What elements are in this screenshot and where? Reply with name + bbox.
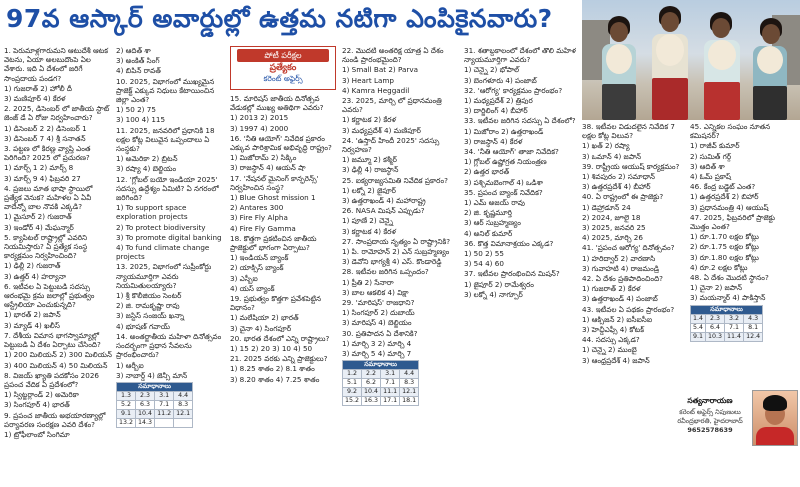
answer-cell: 1.4 (691, 314, 706, 323)
question-text: 41. 'ప్రపంచ ఆరోగ్య' దినోత్సవం? (582, 243, 675, 253)
question-text: 10. 2025, విభాగంలో ముఖ్యమైన ప్రాజెక్ట్ ఎక్కువ నిధులు కేటాయించిన జిల్లా ఎంత? (116, 76, 215, 105)
answer-option: 3) మధ్యప్రదేశ్ 4) మణిపూర్ (342, 125, 421, 135)
column-7 (690, 122, 796, 384)
question-text: 9. ప్రపంచ జాతీయ అభయారణ్యాల్లో పర్యావరణ సంరక్షణ ఎవరి దేశం? (4, 410, 106, 429)
answer-option: 3) అంకిత్ సింగ్ (116, 56, 160, 66)
author-location: రవీంద్రభారతి, హైదరాబాద్ (677, 417, 743, 425)
answer-option: 3) డెవోని భాగ్యశ్రీ 4) ఎస్. కొండారెడ్డి (342, 257, 442, 267)
question-text: 36. కొత్త విమానాశ్రయం ఎక్కడ? (464, 238, 554, 248)
answer-option: 1) ఎమ్ అజయ్ రావు (464, 198, 525, 208)
answer-option: 1) ట్రోఫీలాంబో సింగిమా (4, 429, 70, 439)
answer-option: 3) రూ.1.80 లక్షల కోట్లు (690, 252, 759, 262)
answer-option: 1) రూ.1.70 లక్షల కోట్లు (690, 232, 759, 242)
author-avatar (752, 390, 798, 446)
answer-cell: 7.1 (725, 323, 744, 332)
answer-cell: 5.4 (691, 323, 706, 332)
answer-option: 1) డెహ్రాడూన్ 24 (582, 202, 631, 212)
answer-option: 3) దార్జిలింగ్ 4) బీహార్ (464, 106, 528, 116)
question-text: 19. ప్రభుత్వం కొత్తగా ప్రవేశపెట్టిన విధానం? (230, 294, 322, 313)
answer-cell: 2.2 (362, 370, 381, 379)
answer-table-title: సమాధానాలు (117, 382, 193, 391)
answer-option: 3) ఉత్తరాఖండ్ 4) పంజాబ్ (582, 294, 658, 304)
column-2 (116, 46, 224, 487)
answer-option: 3) మార్చి 5 4) మార్చి 7 (342, 349, 412, 359)
answer-option: 1) 2013 2) 2015 (230, 113, 289, 123)
column-5 (464, 46, 576, 487)
answer-option: 3) రష్యా 4) బెల్జియం (116, 164, 177, 174)
answer-option: 1) డిసెంబర్ 2 2) డిసెంబర్ 1 (4, 123, 87, 133)
question-text: 48. ఏ దేశం మొదటి స్థానం? (690, 273, 769, 283)
question-text: 26. NASA మిషన్ ఎప్పుడు? (342, 206, 425, 216)
answer-option: 1) మార్చి 3 2) మార్చి 4 (342, 338, 412, 348)
answer-cell: 12.4 (744, 332, 763, 341)
answer-option: 4) Kamra Heggadil (342, 85, 410, 95)
answer-cell (174, 418, 193, 427)
answer-cell (155, 418, 174, 427)
answer-option: 3) Heart Lamp (342, 75, 394, 85)
question-text: 30. ప్రతిపాదన ఏ దేశానికి? (342, 328, 418, 338)
answer-option: 3) ఉత్తర్ 4) హర్యానా (4, 271, 67, 281)
question-text: 28. ఇటీవల జరిగిన ఒప్పందం? (342, 267, 429, 277)
column-4 (342, 46, 460, 487)
answer-option: 3) To promote digital banking (116, 232, 222, 242)
answer-cell: 6.2 (362, 379, 381, 388)
question-text: 3. పట్టణ లో కిరణ్ల వ్యాప్తి ఎంత పెరిగింది? 2025 లో ప్రచురణ? (4, 144, 91, 163)
answer-option: 1) కర్ణాటక 2) కేరళ (342, 115, 397, 125)
answer-option: 3) మార్చ్ 9 4) ఫిబ్రవరి 27 (4, 173, 81, 183)
question-text: 1. పెరుమాళ్లగారుమని ఆటుదేశీ ఆటక వెటను, ఏయా అలబుదొంపె ఏల వేశారు. ఇది ఏ దేశంలో జరిగే సాంప్రదాయ పండగ? (4, 46, 109, 83)
answer-option: 1) ఉత్తరప్రదేశ్ 2) బిహార్ (690, 192, 759, 202)
answer-option: 1) ప్రీతి 2) సేనారా (342, 277, 394, 287)
answer-table-title: సమాధానాలు (343, 361, 419, 370)
answer-option: 1) ఇండియన్ బ్యాంక్ (230, 253, 289, 263)
answer-cell: 4.3 (744, 314, 763, 323)
answer-option: 1) పూణే 2) చెన్నై (342, 216, 393, 226)
question-text: 6. ఇటీవల ఏ పెట్టుబడి సదస్సు ఆరంభమై క్రమ జలాల్లో ప్రభుత్వం ఆస్ట్రేలియా ఎంచుకున్నది? (4, 281, 95, 310)
question-text: 33. ఇటీవల జరిగిన సదస్సు ఏ దేశంలో? (464, 116, 576, 126)
answer-cell: 6.4 (706, 323, 725, 332)
answer-cell: 5.1 (343, 379, 362, 388)
question-text: 42. ఏ దేశం ప్రతిపాదించింది? (582, 274, 663, 284)
column-3 (230, 94, 338, 487)
answer-option: 1) సింగపూర్ 2) దుబాయ్ (342, 308, 415, 318)
answer-cell: 3.2 (725, 314, 744, 323)
answer-table (690, 305, 763, 342)
answer-cell: 9.1 (117, 409, 136, 418)
answer-cell: 10.4 (136, 409, 155, 418)
answer-option: 1) 200 మిలియన్ 2) 300 మిలియన్ (4, 350, 112, 360)
answer-option: 3) నాబార్డ్ 4) జెన్సీ మాన్ (116, 370, 188, 380)
question-text: 12. 'గ్లోబల్ బయో ఇండియా 2025' సదస్సు ఉద్దేశ్యం ఏమిటి? ఏ నగరంలో జరిగింది? (116, 174, 219, 203)
answer-cell: 10.3 (706, 332, 725, 341)
answer-option: 3) జస్టిస్ సంజయ్ ఖన్నా (116, 311, 185, 321)
answer-option: 2) రూ.1.75 లక్షల కోట్లు (690, 242, 759, 252)
question-text: 2. 2025, డిసెంబర్ లో జాతీయ స్టాట్ జెంజ్ డే ఏ రోజు నిర్వహించారు? (4, 104, 110, 123)
answer-option: 1) 50 2) 75 (116, 105, 156, 115)
answer-option: 2) ఉత్తర భారత్ (464, 167, 510, 177)
answer-option: 1) మైసూర్ 2) గుజరాత్ (4, 212, 72, 222)
answer-cell: 4.4 (174, 391, 193, 400)
badge-line3: కరెంట్ అఫైర్స్ (263, 74, 303, 83)
question-text: 35. ప్రపంచ బ్యాంక్ నివేదిక? (464, 187, 543, 197)
answer-option: 3) ఉత్తరప్రదేశ్ 4) బీహార్ (582, 182, 651, 192)
answer-option: 1) శివపురం 2) సమాధాన్ (582, 172, 655, 182)
answer-option: 1) పి. రామోహన్ 2) ఎన్ సుబ్రహ్మణ్యం (342, 247, 450, 257)
answer-cell: 2.3 (136, 391, 155, 400)
answer-option: 1) Small Bat 2) Parva (342, 65, 419, 75)
answer-option: 1) చైనా 2) జపాన్ (690, 283, 742, 293)
answer-option: 4) రూ.2 లక్షల కోట్లు (690, 262, 748, 272)
question-text: 21. 2025 వరకు ఎన్ని ప్రాజెక్టులు? (230, 354, 328, 364)
answer-cell: 7.1 (381, 379, 400, 388)
question-text: 47. 2025, ఫిబ్రవరిలో ప్రాజెక్టు మొత్తం ఎంత? (690, 212, 776, 232)
answer-option: 1) To support space exploration projects (116, 203, 188, 222)
answer-option: 3) 100 4) 115 (116, 115, 166, 125)
answer-option: 3) డిసెంబర్ 7 4) శ్రీ సనాతన్ (4, 133, 86, 143)
question-text: 23. 2025, మార్చి లో ప్రధానమంత్రి ఎవరు? (342, 96, 442, 115)
answer-option: 1) మలేషియా 2) భారత్ (230, 313, 299, 323)
answer-option: 1) ఆక్సిజన్ 2) ఐసీఐసీఐ (582, 314, 653, 324)
question-text: 14. అంతర్జాతీయ మహిళా దినోత్సవం సందర్భంగా ప్రధాన సేవలను ప్రారంభించారు? (116, 331, 222, 360)
question-text: 5. క్యాపిటల్ రాష్ట్రాల్లో ఎవరిని నియమిస్తారు? ఏ ప్రత్యేక సంస్థ కార్యక్రమం నిర్వహించింది? (4, 232, 88, 261)
answer-option: 1) భారత్ 2) జపాన్ (4, 310, 61, 320)
answer-cell: 1.3 (117, 391, 136, 400)
answer-option: 3) చైనా 4) సింగపూర్ (230, 323, 292, 333)
answer-cell: 14.3 (136, 418, 155, 427)
answer-cell: 2.3 (706, 314, 725, 323)
answer-option: 3) మారిషస్ 4) బెల్జియం (342, 318, 412, 328)
answer-option: 2) Antares 300 (230, 203, 284, 213)
answer-option: 1) మధ్యప్రదేశ్ 2) త్రిపుర (464, 96, 533, 106)
question-text: 13. 2025, విభాగంలో సుప్రీంకోర్టు న్యాయమూర్తిగా ఎవరు నియమితులయ్యారు? (116, 262, 212, 290)
answer-option: 1) మిజోరామ్ 2) సిక్కిం (230, 153, 297, 163)
answer-option: 1) ఆర్బీఐ (116, 360, 144, 370)
answer-option: 1) 50 2) 55 (464, 249, 504, 259)
answer-table (342, 360, 419, 406)
answer-option: 1) హరిద్వార్ 2) వారణాసి (582, 253, 656, 263)
answer-table (116, 382, 193, 428)
question-text: 38. ఇటీవల విడుదలైన నివేదిక 7 లక్షల కోట్ల విలువ? (582, 122, 675, 141)
question-text: 20. భారత దేశంలో ఎన్ని రాష్ట్రాలు? (230, 333, 330, 343)
answer-option: 3) ఇండోర్ 4) మేఘన్మార్ (4, 222, 74, 232)
answer-cell: 6.3 (136, 400, 155, 409)
answer-option: 2) జి. రామకృష్ణా రావు (116, 301, 180, 311)
question-text: 11. 2025, జనవరిలో ప్రధానికి 18 లక్షల కోట్ల విలువైన ఒప్పందాలు ఏ సంస్థకు? (116, 125, 215, 154)
answer-cell: 7.1 (155, 400, 174, 409)
answer-option: 4) భూషణ్ గవాయ్ (116, 321, 170, 331)
question-text: 29. 'మారిషస్' రాజధాని? (342, 298, 415, 308)
column-1 (4, 46, 112, 487)
question-text: 17. 'నేషనల్ మైనింగ్ కాన్ఫరెన్స్' నిర్వహించిన సంస్థ? (230, 173, 319, 192)
answer-option: 3) ఉత్తరాఖండ్ 4) మహారాష్ట్ర (342, 196, 426, 206)
answer-option: 4) Fire Fly Gamma (230, 223, 296, 233)
answer-option: 1) జైపూర్ 2) రామేశ్వరం (464, 279, 534, 289)
question-text: 32. 'ఆరోగ్య' కార్యక్రమం ప్రారంభం? (464, 85, 563, 95)
answer-option: 2) ఆదిత్ శా (116, 46, 151, 55)
answer-option: 3) రాజస్థాన్ 4) ఆయన్ షా (230, 163, 306, 173)
answer-option: 1) చెన్నై 2) ముంబై (582, 345, 637, 355)
answer-option: 3) 400 మిలియన్ 4) 50 మిలియన్ (4, 360, 108, 370)
answer-option: 1) శ్రీ కొలీజియం సెంటర్ (116, 291, 182, 301)
answer-cell: 13.2 (117, 418, 136, 427)
answer-option: 3) పశ్చిమబెంగాల్ 4) ఒడిశా (464, 177, 543, 187)
question-text: 37. ఇటీవల ప్రారంభించిన మిషన్? (464, 269, 560, 279)
answer-cell: 1.2 (343, 370, 362, 379)
answer-cell: 9.1 (691, 332, 706, 341)
answer-option: 3) 2025, జనవరి 25 (582, 223, 646, 233)
answer-option: 4) అనిల్ కుమార్ (464, 228, 513, 238)
answer-option: 1) గ్లోబల్ ఉష్ణోగ్రత నియంత్రణ (464, 157, 547, 167)
answer-option: 3) గువాహటి 4) రాజమండ్రి (582, 263, 660, 273)
answer-option: 4) బిపిన్ రావత్ (116, 66, 161, 76)
answer-option: 3) బెంగళూరు 4) పంజాబ్ (464, 75, 537, 85)
section-badge (230, 46, 336, 90)
answer-option: 3) 54 4) 60 (464, 259, 504, 269)
question-text: 25. ఐక్యరాజ్యసమితి నివేదిక ప్రకారం? (342, 175, 448, 185)
question-text: 15. మారిషస్ జాతీయ దినోత్సవ వేడుకల్లో ముఖ్య అతిథిగా ఎవరు? (230, 94, 324, 113)
answer-cell: 5.2 (117, 400, 136, 409)
answer-option: 3) 1997 4) 2000 (230, 123, 289, 133)
answer-cell: 12.1 (174, 409, 193, 418)
answer-option: 3) ఆర్ సుబ్రహ్మణ్యం (464, 218, 521, 228)
answer-cell: 8.3 (400, 379, 419, 388)
answer-cell: 10.4 (362, 388, 381, 397)
answer-option: 1) Blue Ghost mission 1 (230, 193, 316, 203)
author-phone: 9652578639 (687, 426, 733, 434)
answer-option: 1) జమ్మూ 2) కశ్మీర్ (342, 155, 397, 165)
answer-option: 4) To fund climate change projects (116, 243, 210, 262)
headline-text: 97వ ఆస్కార్ అవార్డుల్లో ఉత్తమ నటిగా ఎంపికైనవారు? (6, 4, 553, 33)
question-text: 44. సదస్సు ఎక్కడ? (582, 335, 640, 345)
answer-cell: 8.3 (174, 400, 193, 409)
answer-option: 1) మార్చ్ 1 2) మార్చ్ 8 (4, 163, 74, 173)
headline (0, 0, 580, 44)
question-text: 27. సాంప్రదాయ నృత్యం ఏ రాష్ట్రానికి? (342, 236, 451, 246)
badge-line1: పోటీ పరీక్షల (237, 49, 329, 62)
answer-option: 1) గుజరాత్ 2) కేరళ (582, 284, 641, 294)
question-text: 7. దేశీయ విమాన భాగస్వామ్యాల్లో పెట్టుబడి ఏ దేశం ఏర్పాటు చేసింది? (4, 330, 101, 350)
question-text: 43. ఇటీవల ఏ పథకం ప్రారంభం? (582, 304, 675, 314)
answer-option: 3) మ్యాడ్ 4) ఖలీస్ (4, 320, 60, 330)
answer-option: 1) చెన్నై 2) భోపాల్ (464, 65, 520, 75)
answer-option: 1) రాజీవ్ కుమార్ (690, 141, 740, 151)
answer-option: 2) To protect biodiversity (116, 222, 206, 232)
answer-option: 3) ఆంధ్రప్రదేశ్ 4) జపాన్ (582, 355, 650, 365)
answer-option: 4) యస్ బ్యాంక్ (230, 283, 275, 293)
answer-option: 1) 8.25 శాతం 2) 8.1 శాతం (230, 364, 315, 374)
answer-cell: 4.4 (400, 370, 419, 379)
answer-option: 1) గుజరాత్ 2) హోలీ దీ (4, 83, 72, 93)
answer-cell: 11.1 (381, 388, 400, 397)
answer-option: 2) సుమిత్ గర్గ్ (690, 151, 732, 161)
author-title: కరెంట్ అఫైర్స్ నిపుణులు (679, 408, 741, 416)
answer-option: 3) ఒమాన్ 4) జపాన్ (582, 151, 642, 161)
author-box (660, 388, 800, 487)
answer-option: 3) మయన్మార్ 4) పాకిస్తాన్ (690, 293, 766, 303)
answer-cell: 8.1 (744, 323, 763, 332)
answer-option: 1) అమెరికా 2) బ్రిటన్ (116, 154, 178, 164)
answer-option: 3) హెచ్డీఎఫ్సీ 4) కోటక్ (582, 325, 644, 335)
question-text: 40. ఏ రాష్ట్రంలో ఈ ప్రాజెక్టు? (582, 192, 664, 202)
answer-option: 3) లక్నో 4) నాగ్పూర్ (464, 289, 523, 299)
answer-option: 1) ఖత్ 2) రష్యా (582, 141, 630, 151)
question-text: 46. కేంద్ర బడ్జెట్ ఎంత? (690, 182, 756, 192)
answer-option: 1) 15 2) 20 3) 10 4) 50 (230, 344, 313, 354)
answer-cell: 3.1 (155, 391, 174, 400)
answer-option: 3) కర్ణాటక 4) కేరళ (342, 226, 397, 236)
answer-option: 3) సింగపూర్ 4) భారత్ (4, 400, 70, 410)
answer-option: 1) స్విట్జర్లాండ్ 2) అమెరికా (4, 390, 79, 400)
answer-cell: 16.3 (362, 397, 381, 406)
question-text: 22. మొదటి అంతరిక్ష యాత్ర ఏ దేశం నుండి ప్రారంభమైంది? (342, 46, 444, 65)
answer-cell: 11.2 (155, 409, 174, 418)
question-text: 16. 'నీతి ఆయోగ్' నివేదిక ప్రకారం ఎక్కువ పారిశ్రామిక అభివృద్ధి రాష్ట్రం? (230, 133, 332, 153)
answer-table-title: సమాధానాలు (691, 305, 763, 314)
answer-option: 3) 8.20 శాతం 4) 7.25 శాతం (230, 374, 320, 384)
question-text: 24. 'ఉస్తాద్ హిందీ 2025' సదస్సు నిర్వహణ? (342, 135, 440, 155)
answer-cell: 9.2 (343, 388, 362, 397)
answer-option: 3) మణిపూర్ 4) కేరళ (4, 94, 66, 104)
answer-option: 1) ఢిల్లీ 2) గుజరాత్ (4, 261, 61, 271)
question-text: 34. 'నీతి ఆయోగ్' తాజా నివేదిక? (464, 147, 559, 157)
question-text: 31. శతాబ్దకాలంలో దేశంలో తొలి మహిళ న్యాయమూర్తిగా ఎవరు? (464, 46, 576, 65)
author-name: సత్యనారాయణ (687, 396, 733, 405)
answer-option: 2) 2024, జూలై 18 (582, 212, 641, 222)
answer-option: 3) ప్రధానమంత్రి 4) ఆయుష్ (690, 202, 769, 212)
answer-option: 3) Fire Fly Alpha (230, 213, 288, 223)
answer-option: 1) లక్నో 2) జైపూర్ (342, 185, 396, 195)
question-text: 8. విజయ్ ఖ్యాతి పదకోసం 2026 ప్రపంచ వేదిక ఏ ప్రదేశంలో? (4, 370, 99, 389)
answer-option: 4) 2025, మార్చి 26 (582, 233, 643, 243)
question-text: 18. కొత్తగా ప్రకటించిన జాతీయ ప్రాజెక్టులో భాగంగా ఏర్పాటు? (230, 233, 317, 253)
answer-option: 3) రాజస్థాన్ 4) కేరళ (464, 136, 523, 146)
question-text: 4. ప్రజలు మాత భాషా స్థాయిలో ప్రత్యేక వెనుక? మహిళల ఏ ఏవీ వాదేన్నో బాల నొవకి ఎక్కడి? (4, 183, 93, 212)
answer-cell: 18.1 (400, 397, 419, 406)
question-text: 39. రాష్ట్రీయ ఆయుష్ కార్యక్రమం? (582, 161, 680, 171)
answer-option: 4) ఓమ్ ప్రకాష్ (690, 172, 732, 182)
question-text: 45. ఎన్నికల సంఘం నూతన కమిషనర్? (690, 122, 771, 141)
answer-option: 2) యాక్సిస్ బ్యాంక్ (230, 263, 284, 273)
answer-option: 3) ఢిల్లీ 4) రాజస్థాన్ (342, 165, 399, 175)
answer-option: 3) ఎస్బీఐ (230, 273, 258, 283)
answer-option: 3) బాల ఆకలిక 4) విక్షా (342, 287, 409, 297)
answer-cell: 17.1 (381, 397, 400, 406)
answer-option: 2) జి. కృష్ణమూర్తి (464, 208, 512, 218)
answer-cell: 15.2 (343, 397, 362, 406)
answer-option: 1) మిజోరాం 2) ఉత్తరాఖండ్ (464, 126, 544, 136)
badge-line2: ప్రత్యేకం (269, 63, 297, 73)
answer-cell: 11.4 (725, 332, 744, 341)
answer-option: 3) ఆదిత్ శా (690, 161, 725, 171)
answer-cell: 12.1 (400, 388, 419, 397)
answer-cell: 3.1 (381, 370, 400, 379)
